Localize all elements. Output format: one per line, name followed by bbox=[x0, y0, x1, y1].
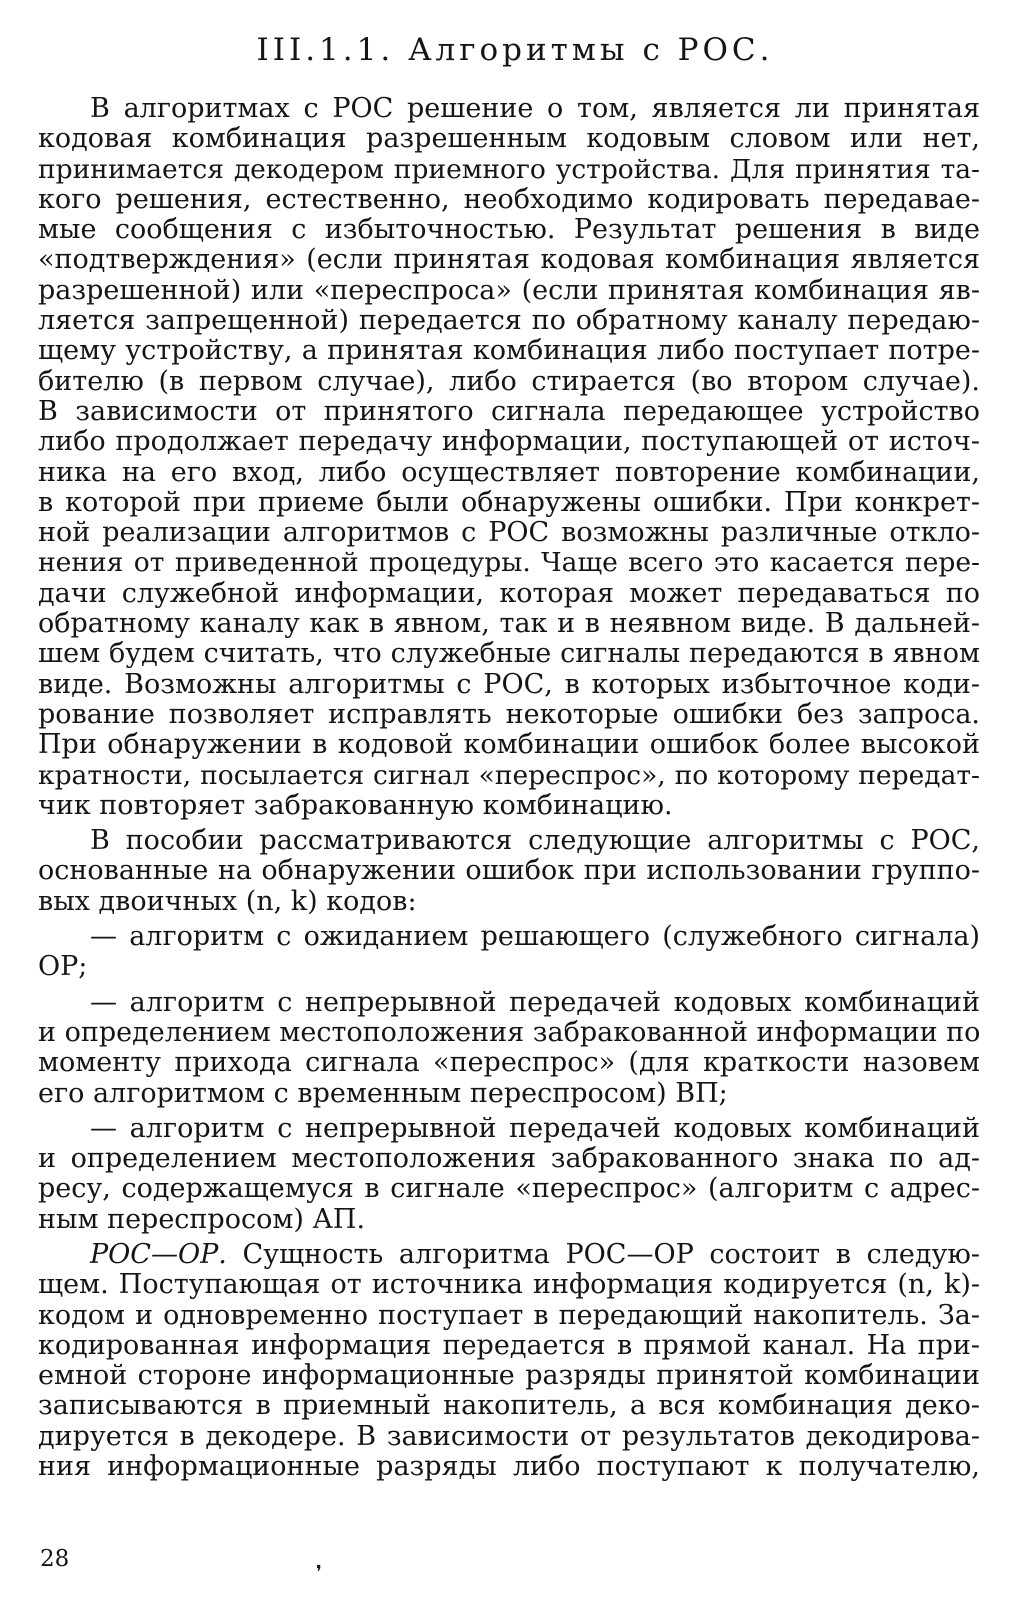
text-line: ным переспросом) АП. bbox=[38, 1203, 366, 1235]
text-line: В алгоритмах с РОС решение о том, является ли принятая bbox=[90, 93, 980, 124]
text-line bbox=[38, 1240, 980, 1270]
body-text bbox=[38, 94, 980, 1482]
text-line: — алгоритм с непрерывной передачей кодовых комбинаций bbox=[90, 986, 980, 1018]
text-line: «подтверждения» (если принятая кодовая комбинация является bbox=[38, 244, 980, 276]
page-number: 28 bbox=[40, 1546, 70, 1572]
text-line: ОР; bbox=[38, 951, 88, 983]
stray-mark: ❜ bbox=[316, 1562, 322, 1583]
text-line: и определением местоположения забракованного знака по ад- bbox=[38, 1143, 980, 1175]
paragraph bbox=[38, 826, 980, 917]
text-line: его алгоритмом с временным переспросом) ВП; bbox=[38, 1077, 728, 1109]
text-line: кодом и одновременно поступает в передающий накопитель. За- bbox=[38, 1299, 980, 1331]
text-line: — алгоритм с ожиданием решающего (служебного сигнала) bbox=[90, 921, 980, 953]
list-item bbox=[38, 988, 980, 1109]
paragraph bbox=[38, 1240, 980, 1482]
text-line: в которой при приеме были обнаружены ошибки. При конкрет- bbox=[38, 486, 980, 518]
text-line: основанные на обнаружении ошибок при использовании группо- bbox=[38, 855, 980, 887]
text-line: либо продолжает передачу информации, поступающей от источ- bbox=[38, 426, 980, 458]
text-line: При обнаружении в кодовой комбинации ошибок более высокой bbox=[38, 729, 980, 761]
list-item bbox=[38, 1114, 980, 1235]
list-item bbox=[38, 922, 980, 983]
text-line: записываются в приемный накопитель, а вся комбинация деко- bbox=[38, 1390, 980, 1422]
text-line: шем будем считать, что служебные сигналы передаются в явном bbox=[38, 638, 980, 670]
text-line: моменту прихода сигнала «переспрос» (для краткости назовем bbox=[38, 1047, 980, 1079]
text-line: ляется запрещенной) передается по обратному каналу передаю- bbox=[38, 305, 980, 337]
text-line: В пособии рассматриваются следующие алгоритмы с РОС, bbox=[90, 825, 980, 857]
text-line: кратности, посылается сигнал «переспрос», по которому передат- bbox=[38, 759, 980, 791]
text-line: дачи служебной информации, которая может передаваться по bbox=[38, 577, 980, 609]
text-line: мые сообщения с избыточностью. Результат решения в виде bbox=[38, 214, 980, 246]
text-line: емной стороне информационные разряды принятой комбинации bbox=[38, 1360, 980, 1392]
text-line: разрешенной) или «переспроса» (если принятая комбинация яв- bbox=[38, 274, 980, 306]
text-line: кого решения, естественно, необходимо кодировать передавае- bbox=[38, 183, 980, 215]
text-line: В зависимости от принятого сигнала передающее устройство bbox=[38, 395, 980, 427]
text-line: бителю (в первом случае), либо стирается (во втором случае). bbox=[38, 365, 980, 397]
run-in-heading: РОС—ОР. bbox=[90, 1238, 227, 1270]
text-line: нения от приведенной процедуры. Чаще всего это касается пере- bbox=[38, 547, 980, 579]
text-line: ресу, содержащемуся в сигнале «переспрос» (алгоритм с адрес- bbox=[38, 1173, 980, 1205]
text-line: виде. Возможны алгоритмы с РОС, в которых избыточное коди- bbox=[38, 668, 980, 700]
text-line: кодовая комбинация разрешенным кодовым словом или нет, bbox=[38, 123, 980, 155]
section-heading: III.1.1. Алгоритмы с РОС. bbox=[256, 32, 774, 68]
text-line: ника на его вход, либо осуществляет повторение комбинации, bbox=[38, 456, 980, 488]
paragraph bbox=[38, 94, 980, 821]
text-line: ния информационные разряды либо поступают к получателю, bbox=[38, 1451, 980, 1483]
text-line: чик повторяет забракованную комбинацию. bbox=[38, 789, 673, 821]
text-line: — алгоритм с непрерывной передачей кодовых комбинаций bbox=[90, 1112, 980, 1144]
text-line: щему устройству, а принятая комбинация либо поступает потре- bbox=[38, 335, 980, 367]
text-line: и определением местоположения забракованной информации по bbox=[38, 1016, 981, 1048]
text-line: дируется в декодере. В зависимости от результатов декодирова- bbox=[38, 1420, 980, 1452]
text-line: ной реализации алгоритмов с РОС возможны различные откло- bbox=[38, 517, 980, 549]
text-line: вых двоичных (n, k) кодов: bbox=[38, 885, 417, 917]
text-line: щем. Поступающая от источника информация кодируется (n, k)- bbox=[38, 1269, 980, 1301]
text-line: рование позволяет исправлять некоторые ошибки без запроса. bbox=[38, 698, 980, 730]
text-run: Сущность алгоритма РОС—ОР состоит в следую- bbox=[226, 1238, 980, 1270]
text-line: принимается декодером приемного устройства. Для принятия та- bbox=[38, 153, 980, 185]
text-line: кодированная информация передается в прямой канал. На при- bbox=[38, 1329, 980, 1361]
text-line: обратному каналу как в явном, так и в неявном виде. В дальней- bbox=[38, 608, 980, 640]
